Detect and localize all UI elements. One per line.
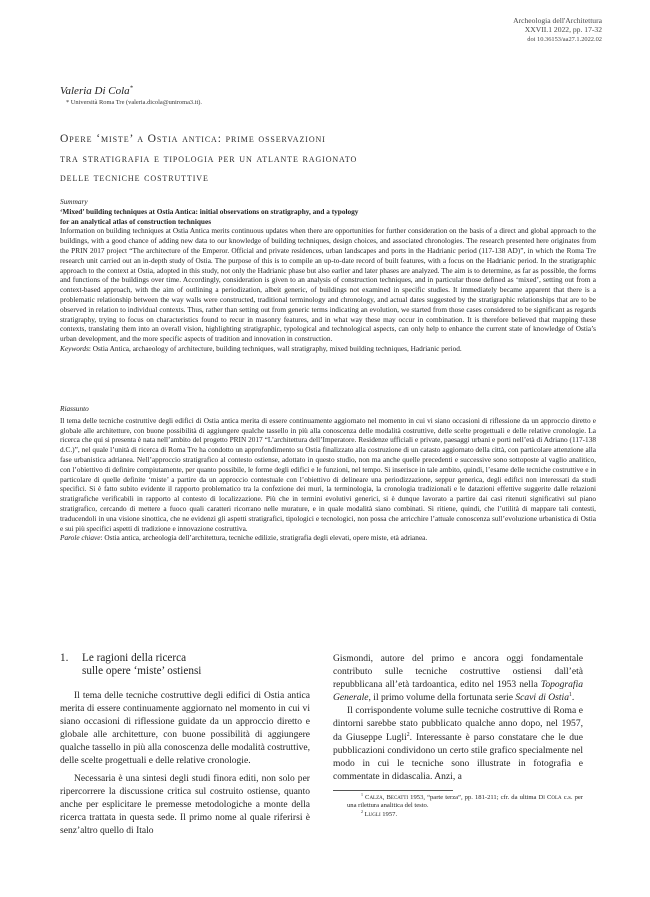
p3-text-a: Gismondi, autore del primo e ancora oggi fondamentale contributo sulle tecniche costruttive ostiensi dall’età repubblicana all’età tardoantica, edito nel 1953 nella <box>333 653 583 691</box>
summary-english-title-1: ‘Mixed’ building techniques at Ostia Antica: initial observations on stratigraphy, and a typology <box>60 206 359 216</box>
footnote-1-number: 1 <box>361 791 363 797</box>
body-column-left <box>60 652 310 837</box>
p3-italic-series: Scavi di Ostia <box>515 692 569 704</box>
summary-keywords <box>60 344 596 354</box>
author-affiliation: * Università Roma Tre (valeria.dicola@uniroma3.it). <box>66 99 202 106</box>
body-paragraph-1: Il tema delle tecniche costruttive degli edifici di Ostia antica merita di essere continuamente aggiornato nel momento in cui vi siano occasioni di riflessione guidate da un approccio diretto e globale alle architetture, con buone possibilità di aggiungere qualche tassello in più alla conoscenza delle modalità costruttive, delle scelte progettuali e delle relative cronologie. <box>60 690 310 767</box>
author-name <box>60 85 133 97</box>
footnote-1-text: 1953, “parte terza”, pp. 181-211; cfr. da ultima <box>408 793 539 801</box>
footnote-2-number: 2 <box>361 808 363 814</box>
article-title <box>60 129 540 188</box>
title-line-1: Opere ‘miste’ a Ostia antica: prime osservazioni <box>60 132 326 145</box>
title-line-2: tra stratigrafia e tipologia per un atlante ragionato <box>60 151 358 165</box>
footnote-1 <box>333 791 583 811</box>
journal-doi: doi 10.36153/aa27.1.2022.02 <box>527 35 602 43</box>
summary-english-title-2: for an analytical atlas of construction techniques <box>60 216 212 226</box>
section-title-line-2: sulle opere ‘miste’ ostiensi <box>82 665 202 677</box>
p3-text-b: , il primo volume della fortunata serie <box>368 692 516 704</box>
footnote-divider <box>333 790 453 791</box>
body-paragraph-3 <box>333 652 583 704</box>
author-name-text: Valeria Di Cola <box>60 85 130 97</box>
riassunto-keywords <box>60 533 596 543</box>
journal-volume: XXVII.1 2022, pp. 17-32 <box>524 25 602 35</box>
footnote-1-authors: Calza, Becatti <box>365 793 409 801</box>
title-line-3: delle tecniche costruttive <box>60 171 209 185</box>
summary-keywords-text: : Ostia Antica, archaeology of architecture, building techniques, wall stratigraphy, mixed building techniques, Hadrianic period. <box>88 343 462 353</box>
footnote-1-author-2: Di Cola <box>538 793 562 801</box>
summary-body: Information on building techniques at Ostia Antica merits continuous updates when there are opportunities for further consideration on the basis of a direct and global approach to the buildings, with a good chance of adding new data to our knowledge of building techniques, design choices, and associated chronologies. The research presented here originates from the PRIN 2017 project “The architecture of the Emperor. Official and private residences, urban landscapes and ports in the Hadrianic period (117-138 AD)”, in which the Roma Tre research unit carried out an in-depth study of Ostia. The purpose of this is to compile an up-to-date record of built features, with a focus on the Hadrianic period. In the stratigraphic approach to the context at Ostia, adopted in this study, not only the Hadrianic phase but also earlier and later phases are analyzed. The aim is to determine, as far as possible, the forms and functions of the buildings over time. Accordingly, consideration is given to an analysis of construction techniques, and in particular those defined as ‘mixed’, setting out from a context-based approach, with the aim of outlining a periodization, albeit generic, of buildings not examined in specific studies. It immediately became apparent that there is a problematic relationship between the way walls were constructed, traditional terminology and chronology, and actual dates suggested by the stratigraphic relationships that are to be observed in relation to individual contexts. Thus, rather than setting out from generic terms indicating an evolution, we started from those cases considered to be significant as regards stratigraphy, trying to focus on characteristics found to recur in masonry features, and in what way these may occur in combination. It is therefore believed that mapping these contexts, translating them into an overall vision, highlighting stratigraphic, typological and technological aspects, can only help to enhance the current state of knowledge of Ostia’s urban development, and the more specific aspects of tradition and innovation in construction. <box>60 226 596 344</box>
footnote-ref-2[interactable]: 2 <box>406 731 410 738</box>
journal-header <box>513 16 602 44</box>
footnote-2 <box>333 808 583 819</box>
p4-text-b: . Interessante è parso constatare che le due pubblicazioni condividono un certo stile grafico specialmente nel modo in cui le tecniche sono illustrate in fotografia e commentate in didascalia. Anzi, a <box>333 731 584 782</box>
riassunto-label: Riassunto <box>60 404 89 413</box>
journal-name: Archeologia dell'Architettura <box>513 16 602 25</box>
summary-label: Summary <box>60 197 88 206</box>
riassunto-block <box>60 404 596 543</box>
body-paragraph-4 <box>333 704 583 783</box>
footnote-1-text-2: c.s. per una rilettura analitica del testo. <box>347 793 583 810</box>
author-marker: * <box>129 84 133 92</box>
riassunto-body: Il tema delle tecniche costruttive degli edifici di Ostia antica merita di essere continuamente aggiornato nel momento in cui vi siano occasioni di riflessione da un approccio diretto e globale alle architetture, con buone possibilità di aggiungere qualche tassello in più alla conoscenza delle modalità costruttive, delle scelte progettuali e delle relative cronologie. La ricerca che qui si presenta è nata nell’ambito del progetto PRIN 2017 “L’architettura dell’Imperatore. Residenze ufficiali e private, paesaggi urbani e porti nell’età di Adriano (117-138 d.C.)”, nel quale l’unità di ricerca di Roma Tre ha condotto un approfondimento su Ostia finalizzato alla costruzione di un catasto aggiornato della città, con particolare attenzione alla fase urbanistica adrianea. Nell’approccio stratigrafico al contesto ostiense, adottato in questo studio, non ma anche quelle precedenti e successive sono sottoposte al vaglio analitico, con l’obiettivo di definire compiutamente, per quanto possibile, le forme degli edifici e le funzioni, nel tempo. Si inserisce in tale ambito, quindi, l’esame delle tecniche costruttive e in particolare di quelle definite ‘miste’ a partire da un approccio contestuale con l’obiettivo di delineare una periodizzazione, seppur generica, degli edifici non interessati da studi specifici. Si è fatto subito evidente il rapporto problematico tra la confezione dei muri, la terminologia, la cronologia tradizionali e le datazioni effettive suggerite dalle relazioni stratigrafiche verificabili in rapporto al contesto di localizzazione. Più che in termini evolutivi generici, si è dunque lavorato a partire dai casi ritenuti significativi sul piano stratigrafico, cercando di mettere a fuoco quali caratteri ricorrano nelle murature, e in quale modalità siano combinati. Si ritiene, quindi, che l’utilità di mappare tali contesti, traducendoli in una visione sinottica, che ne evidenzi gli aspetti stratigrafici, tipologici e tecnologici, non possa che arricchire l’attuale conoscenza sull’evoluzione urbanistica di Ostia e sui più specifici aspetti di tradizione e innovazione costruttiva. <box>60 415 596 533</box>
p3-italic-title: Topografia Generale <box>333 679 583 704</box>
riassunto-keywords-label: Parole chiave <box>60 533 101 543</box>
section-heading <box>60 652 310 678</box>
footnote-2-author: Lugli <box>364 810 381 818</box>
p3-end: . <box>571 692 575 704</box>
footnote-2-text: 1957. <box>380 810 398 818</box>
p4-text-a: Il corrispondente volume sulle tecniche costruttive di Roma e dintorni sarebbe stato pubblicato qualche anno dopo, nel 1957, da Giuseppe Lugli <box>333 705 583 743</box>
body-column-right <box>333 652 583 819</box>
section-number: 1. <box>60 652 69 664</box>
riassunto-keywords-text: : Ostia antica, archeologia dell’architettura, tecniche edilizie, stratigrafia degli elevati, opere miste, età adrianea. <box>100 533 428 543</box>
summary-block <box>60 197 596 354</box>
section-title-line-1: Le ragioni della ricerca <box>82 652 187 664</box>
body-paragraph-2: Necessaria è una sintesi degli studi finora editi, non solo per ripercorrere la discussione critica sul costruito ostiense, quanto anche per esplicitare le premesse metodologiche a monte della ricerca trattata in questa sede. Il primo nome al quale riferirsi è senz’altro quello di Italo <box>60 772 310 836</box>
summary-keywords-label: Keywords <box>60 343 89 353</box>
footnote-ref-1[interactable]: 1 <box>568 692 572 699</box>
